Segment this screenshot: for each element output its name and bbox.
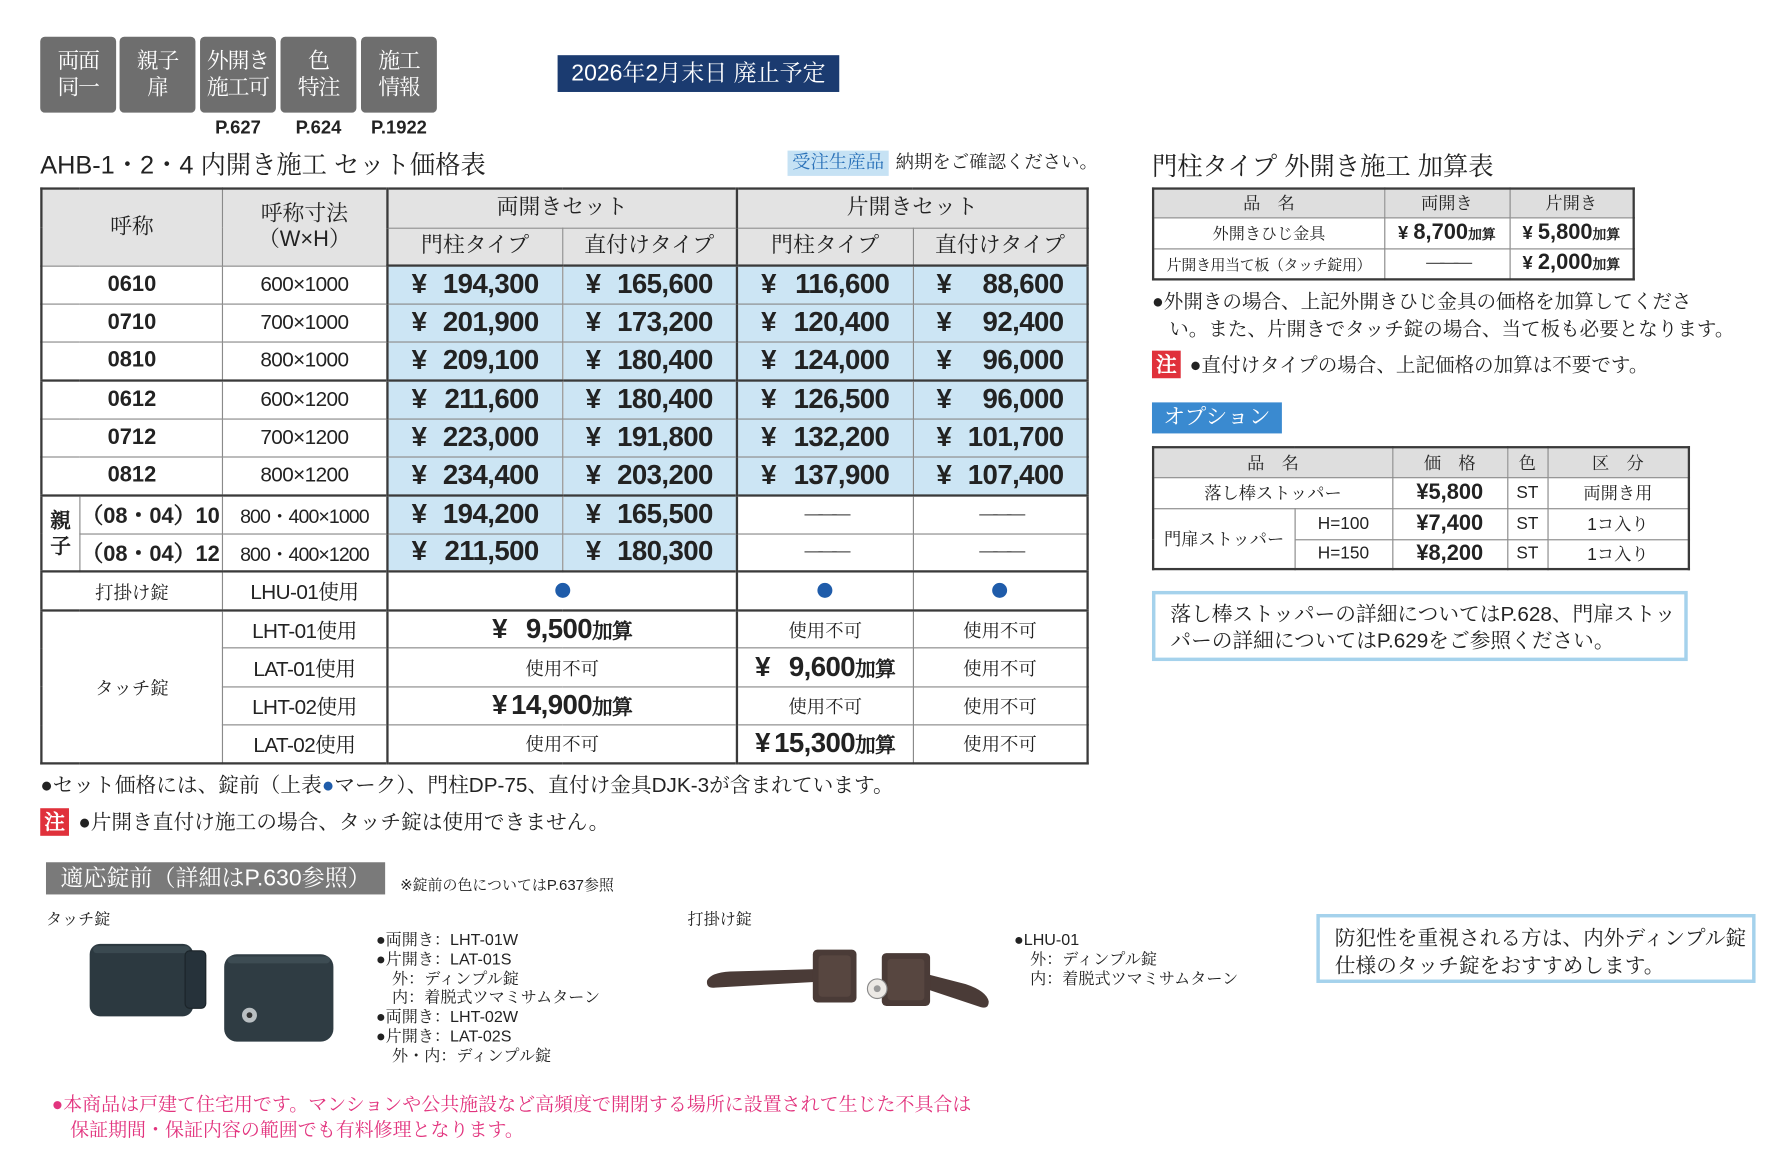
row-name: （08・04）10 (79, 495, 222, 533)
addition-amount: 5,800 (1537, 220, 1593, 245)
touch-model: LAT-01使用 (222, 648, 388, 686)
not-usable: 使用不可 (387, 648, 737, 686)
options-table (1152, 446, 1690, 570)
price-amount: 137,900 (793, 459, 890, 491)
recommend-line: 仕様のタッチ錠をおすすめします。 (1334, 954, 1665, 978)
price-cell (562, 304, 737, 342)
badge-installation-info (361, 37, 437, 113)
not-usable: 使用不可 (913, 687, 1088, 725)
price-cell (387, 457, 562, 495)
table-row (41, 534, 1087, 572)
badge-line: 施工可 (206, 75, 270, 101)
touch-lock-spec (376, 930, 600, 1065)
addition-cell (737, 725, 913, 763)
lock-section-title: 適応錠前（詳細はP.630参照） (46, 862, 385, 894)
header-category: 区 分 (1547, 447, 1688, 477)
yen: ¥ (1522, 223, 1533, 244)
blue-dot-icon (992, 583, 1007, 598)
yen: ¥ (411, 536, 427, 568)
header-post-type: 門柱タイプ (387, 228, 562, 266)
table-row (41, 457, 1087, 495)
header-item-name: 品 名 (1153, 447, 1392, 477)
price-cell (562, 266, 737, 304)
set-price-table-wrap (40, 187, 1089, 764)
addition-cell (1384, 217, 1509, 248)
item-name: 片開き用当て板（タッチ錠用） (1153, 248, 1384, 279)
item-name: 門扉ストッパー (1153, 508, 1294, 569)
header-price: 価 格 (1392, 447, 1507, 477)
option-detail-note (1152, 591, 1688, 661)
header-single-set: 片開きセット (737, 189, 1088, 228)
spec-line: ●両開き：LHT-02W (375, 1007, 519, 1026)
header-size-label: 呼称寸法 (260, 202, 349, 227)
options-table-wrap (1152, 446, 1690, 570)
option-price: ¥8,200 (1392, 539, 1507, 569)
price-cell (562, 380, 737, 418)
price-cell (737, 380, 913, 418)
addition-suffix: 加算 (592, 695, 633, 719)
not-usable: 使用不可 (737, 610, 913, 648)
option-color: ST (1507, 508, 1547, 539)
price-cell (387, 266, 562, 304)
not-available-dash: ——— (1384, 248, 1509, 279)
yen: ¥ (1522, 254, 1533, 274)
spec-line: ●両開き：LHT-01W (375, 930, 519, 949)
price-amount: 173,200 (617, 306, 713, 338)
price-amount: 223,000 (442, 421, 539, 453)
price-cell (913, 419, 1088, 457)
addition-amount: 14,900 (511, 689, 593, 721)
spec-line: 内：着脱式ツマミサムターン (1030, 968, 1239, 988)
note-line: ●外開きの場合、上記外開きひじ金具の価格を加算してくださ (1151, 290, 1692, 313)
touch-lock-image (86, 937, 339, 1046)
yen: ¥ (492, 613, 507, 645)
note-line: パーの詳細についてはP.629をご参照ください。 (1170, 628, 1615, 652)
latch-lock-label: 打掛け錠 (687, 909, 752, 928)
yen: ¥ (936, 306, 952, 338)
table-row (41, 304, 1087, 342)
price-cell (387, 304, 562, 342)
badge-line: 施工 (378, 49, 420, 74)
yen: ¥ (411, 498, 427, 530)
yen: ¥ (936, 268, 952, 300)
yen: ¥ (585, 421, 601, 453)
blue-dot-icon (818, 583, 833, 598)
table-row (1153, 217, 1634, 248)
price-cell (387, 419, 562, 457)
option-variant: H=100 (1295, 508, 1393, 539)
price-amount: 180,400 (617, 344, 713, 376)
option-category: 両開き用 (1547, 477, 1688, 508)
header-single: 片開き (1510, 189, 1634, 218)
price-amount: 165,500 (617, 498, 713, 530)
touch-model: LHT-02使用 (222, 687, 388, 725)
made-to-order-badge: 受注生産品 (788, 151, 889, 176)
set-caution (40, 808, 609, 836)
addition-suffix: 加算 (1468, 225, 1496, 243)
option-category: 1コ入り (1547, 539, 1688, 569)
yen: ¥ (761, 383, 776, 415)
touch-model: LAT-02使用 (222, 725, 388, 763)
price-amount: 126,500 (793, 383, 890, 415)
price-amount: 211,600 (444, 383, 539, 415)
price-cell (737, 342, 913, 380)
addition-suffix: 加算 (855, 733, 896, 757)
price-cell (913, 342, 1088, 380)
row-name: 0810 (41, 342, 222, 380)
addition-amount: 9,500 (525, 613, 593, 645)
header-item-name: 品 名 (1153, 189, 1384, 218)
price-cell (913, 266, 1088, 304)
option-variant: H=150 (1295, 539, 1393, 569)
badge-line: 情報 (378, 75, 420, 101)
addition-suffix: 加算 (1592, 225, 1621, 243)
yen: ¥ (585, 498, 601, 530)
not-available-dash: ——— (913, 534, 1088, 572)
not-available-dash: ——— (913, 495, 1088, 533)
option-category: 1コ入り (1547, 508, 1688, 539)
row-name: 0710 (41, 304, 222, 342)
price-amount: 120,400 (793, 306, 890, 338)
note-text: マーク）、門柱DP-75、直付け金具DJK-3が含まれています。 (334, 773, 894, 797)
price-amount: 191,800 (617, 421, 713, 453)
price-cell (913, 457, 1088, 495)
addition-suffix: 加算 (592, 619, 633, 643)
spec-line: ●LHU-01 (1014, 930, 1080, 949)
addition-amount: 8,700 (1413, 220, 1469, 245)
table-row (41, 419, 1087, 457)
price-cell (387, 380, 562, 418)
addition-cell (387, 610, 737, 648)
yen: ¥ (761, 459, 776, 491)
price-amount: 132,200 (793, 421, 890, 453)
yen: ¥ (585, 344, 601, 376)
discontinued-banner: 2026年2月末日 廃止予定 (558, 55, 840, 92)
price-amount: 209,100 (442, 344, 539, 376)
yen: ¥ (936, 344, 952, 376)
header-name: 呼称 (41, 189, 222, 266)
price-cell (737, 457, 913, 495)
table-row (41, 572, 1087, 610)
row-size: 700×1000 (222, 304, 388, 342)
option-color: ST (1507, 477, 1547, 508)
not-usable: 使用不可 (737, 687, 913, 725)
badge-line: 色 (308, 49, 329, 74)
addition-amount: 15,300 (774, 727, 856, 759)
badge-page-ref[interactable]: P.1922 (370, 118, 427, 138)
made-to-order-note: 納期をご確認ください。 (895, 152, 1098, 173)
price-cell (737, 266, 913, 304)
yen: ¥ (936, 421, 952, 453)
price-amount: 96,000 (982, 383, 1064, 415)
table-row (41, 266, 1087, 304)
option-color: ST (1507, 539, 1547, 569)
badge-page-ref[interactable]: P.627 (215, 118, 261, 138)
included-cell (913, 572, 1088, 610)
note-line: い。また、片開きでタッチ錠の場合、当て板も必要となります。 (1169, 318, 1735, 341)
price-amount: 107,400 (967, 459, 1064, 491)
yen: ¥ (585, 536, 601, 568)
row-name: （08・04）12 (79, 534, 222, 572)
price-cell (562, 419, 737, 457)
badge-line: 親子 (136, 49, 179, 74)
outward-addition-table (1152, 187, 1635, 280)
price-cell (737, 419, 913, 457)
price-cell (737, 304, 913, 342)
latch-label: 打掛け錠 (41, 572, 222, 610)
yen: ¥ (585, 383, 601, 415)
yen: ¥ (411, 383, 427, 415)
recommend-box (1316, 914, 1755, 983)
row-size: 700×1200 (222, 419, 388, 457)
header-double-set: 両開きセット (387, 189, 737, 228)
price-amount: 234,400 (442, 459, 539, 491)
badge-outward-opening (200, 37, 276, 113)
note-line: 落し棒ストッパーの詳細についてはP.628、門扉ストッ (1170, 602, 1676, 626)
price-cell (387, 534, 562, 572)
outward-caution (1152, 351, 1648, 380)
price-cell (387, 342, 562, 380)
outward-notes (1152, 289, 1734, 344)
header-size (222, 189, 388, 266)
included-cell (387, 572, 737, 610)
spec-line: 外：ディンプル錠 (392, 968, 519, 988)
price-amount: 211,500 (444, 536, 539, 568)
row-name: 0610 (41, 266, 222, 304)
not-available-dash: ——— (737, 495, 913, 533)
yen: ¥ (936, 383, 952, 415)
price-amount: 201,900 (442, 306, 539, 338)
badge-page-ref[interactable]: P.624 (295, 118, 342, 138)
addition-suffix: 加算 (1592, 256, 1621, 273)
row-name: 0612 (41, 380, 222, 418)
addition-cell (1510, 217, 1634, 248)
header-size-unit: （W×H） (257, 227, 351, 252)
touch-lock-label: タッチ錠 (41, 610, 222, 763)
badge-line: 両面 (57, 49, 99, 74)
addition-cell (737, 648, 913, 686)
lever-handle-image (701, 940, 994, 1026)
not-usable: 使用不可 (913, 648, 1088, 686)
row-size: 600×1200 (222, 380, 388, 418)
spec-line: ●片開き：LAT-02S (375, 1026, 512, 1046)
table-row (41, 380, 1087, 418)
badge-line: 外開き (206, 49, 270, 74)
badge-line: 扉 (147, 75, 168, 101)
table-row (1153, 508, 1689, 539)
yen: ¥ (411, 344, 427, 376)
header-direct-type: 直付けタイプ (562, 228, 737, 266)
usage-warning (52, 1092, 972, 1143)
price-amount: 180,400 (617, 383, 713, 415)
price-amount: 165,600 (617, 268, 713, 300)
table-row (41, 610, 1087, 648)
yen: ¥ (585, 306, 601, 338)
price-amount: 203,200 (617, 459, 713, 491)
caution-badge: 注 (40, 808, 69, 836)
outward-table-wrap (1152, 187, 1635, 280)
yen: ¥ (585, 459, 601, 491)
badge-line: 同一 (57, 75, 99, 101)
yen: ¥ (755, 727, 770, 759)
price-cell (562, 457, 737, 495)
price-cell (913, 380, 1088, 418)
item-name: 外開きひじ金具 (1153, 217, 1384, 248)
touch-model: LHT-01使用 (222, 610, 388, 648)
outward-table-title: 門柱タイプ 外開き施工 加算表 (1151, 151, 1494, 181)
yen: ¥ (492, 689, 507, 721)
caution-text: ●直付けタイプの場合、上記価格の加算は不要です。 (1189, 354, 1649, 376)
warning-line: 保証期間・保証内容の範囲でも有料修理となります。 (70, 1119, 524, 1141)
badge-custom-color (281, 37, 357, 113)
price-cell (562, 534, 737, 572)
blue-dot-icon (555, 583, 570, 598)
row-name: 0712 (41, 419, 222, 457)
item-name: 落し棒ストッパー (1153, 477, 1392, 508)
latch-model: LHU-01使用 (222, 572, 388, 610)
lock-color-note: ※錠前の色についてはP.637参照 (400, 876, 614, 894)
price-amount: 180,300 (617, 536, 713, 568)
table-row (41, 495, 1087, 533)
yen: ¥ (411, 421, 427, 453)
addition-suffix: 加算 (855, 657, 896, 681)
price-amount: 101,700 (967, 421, 1064, 453)
row-name: 0812 (41, 457, 222, 495)
yen: ¥ (411, 268, 427, 300)
warning-line: ●本商品は戸建て住宅用です。マンションや公共施設など高頻度で開閉する場所に設置されて生じた不具合は (51, 1094, 972, 1116)
yen: ¥ (936, 459, 952, 491)
spec-line: 外：ディンプル錠 (1030, 949, 1157, 968)
header-direct-type: 直付けタイプ (913, 228, 1088, 266)
latch-lock-spec (1014, 930, 1238, 988)
addition-cell (387, 687, 737, 725)
caution-text: ●片開き直付け施工の場合、タッチ錠は使用できません。 (78, 810, 610, 834)
badge-same-both-sides (40, 37, 116, 113)
blue-dot-icon: ● (321, 773, 335, 797)
badge-parent-child-door (120, 37, 196, 113)
table-row (41, 342, 1087, 380)
not-usable: 使用不可 (913, 610, 1088, 648)
yen: ¥ (761, 421, 776, 453)
price-amount: 96,000 (982, 344, 1064, 376)
price-cell (562, 495, 737, 533)
set-price-note (40, 773, 893, 798)
row-size: 800・400×1000 (222, 495, 388, 533)
price-cell (387, 495, 562, 533)
oyako-label: 親子 (41, 495, 79, 572)
yen: ¥ (761, 344, 776, 376)
not-usable: 使用不可 (387, 725, 737, 763)
addition-amount: 2,000 (1537, 250, 1593, 276)
set-price-table (40, 187, 1089, 764)
not-available-dash: ——— (737, 534, 913, 572)
price-amount: 92,400 (982, 306, 1064, 338)
price-amount: 194,300 (442, 268, 539, 300)
price-amount: 194,200 (442, 498, 539, 530)
yen: ¥ (755, 651, 770, 683)
addition-amount: 9,600 (788, 651, 856, 683)
yen: ¥ (761, 268, 776, 300)
spec-line: 外・内：ディンプル錠 (392, 1045, 552, 1065)
price-cell (562, 342, 737, 380)
option-price: ¥5,800 (1392, 477, 1507, 508)
row-size: 800×1000 (222, 342, 388, 380)
addition-cell (1510, 248, 1634, 279)
header-double: 両開き (1384, 189, 1509, 218)
main-title: AHB-1・2・4 内開き施工 セット価格表 (40, 150, 486, 180)
header-color: 色 (1507, 447, 1547, 477)
price-amount: 116,600 (795, 268, 890, 300)
included-cell (737, 572, 913, 610)
spec-line: 内：着脱式ツマミサムターン (392, 988, 601, 1007)
recommend-line: 防犯性を重視される方は、内外ディンプル錠 (1334, 926, 1747, 950)
yen: ¥ (411, 459, 427, 491)
row-size: 800×1200 (222, 457, 388, 495)
table-row (1153, 477, 1689, 508)
row-size: 800・400×1200 (222, 534, 388, 572)
note-text: ●セット価格には、錠前（上表 (40, 773, 322, 797)
yen: ¥ (1398, 223, 1409, 244)
yen: ¥ (761, 306, 776, 338)
badge-line: 特注 (297, 75, 340, 101)
price-cell (913, 304, 1088, 342)
row-size: 600×1000 (222, 266, 388, 304)
yen: ¥ (411, 306, 427, 338)
table-row (1153, 248, 1634, 279)
not-usable: 使用不可 (913, 725, 1088, 763)
option-price: ¥7,400 (1392, 508, 1507, 539)
spec-line: ●片開き：LAT-01S (375, 949, 512, 968)
price-amount: 88,600 (982, 268, 1064, 300)
yen: ¥ (585, 268, 601, 300)
price-amount: 124,000 (793, 344, 890, 376)
caution-badge: 注 (1152, 351, 1181, 379)
header-post-type: 門柱タイプ (737, 228, 913, 266)
touch-lock-label: タッチ錠 (45, 909, 111, 928)
options-badge: オプション (1152, 402, 1282, 433)
